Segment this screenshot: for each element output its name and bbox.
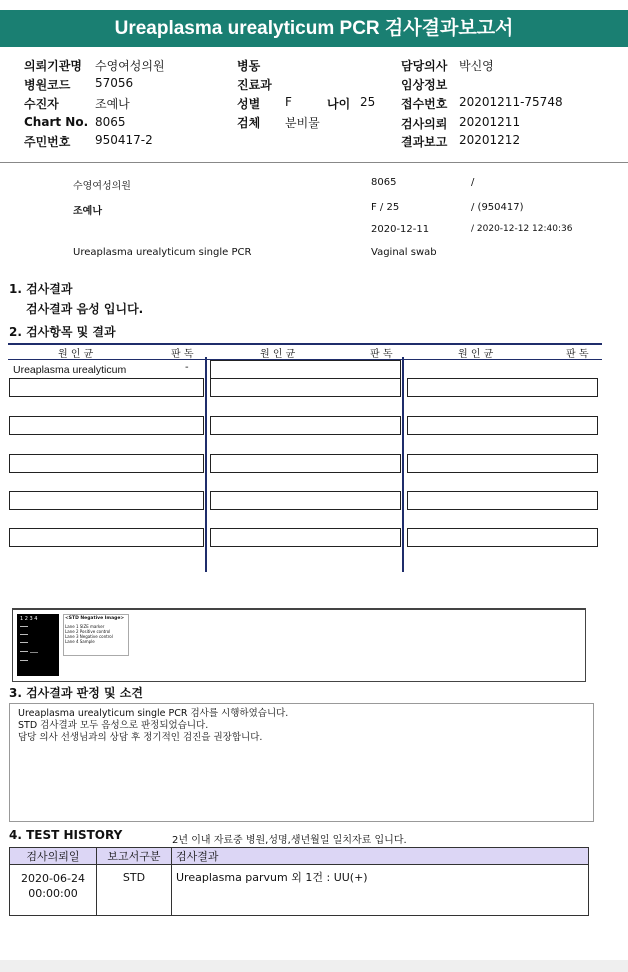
result-box: [407, 378, 598, 397]
row1-pathogen: Ureaplasma urealyticum: [13, 364, 127, 376]
history-col-type: 보고서구분: [97, 848, 172, 865]
received-name: 조예나: [73, 206, 102, 217]
gel-legend: [63, 614, 129, 656]
label-receipt-no: 접수번호: [401, 97, 448, 111]
received-slash: /: [471, 177, 475, 188]
gel-legend-line: Lane 2 Positive control: [65, 629, 111, 634]
col-judgement-2: 판 독: [370, 349, 393, 360]
column-divider: [205, 357, 207, 572]
label-specimen: 검체: [237, 116, 261, 130]
received-sex-age: F / 25: [371, 202, 400, 213]
header-divider: [0, 162, 628, 163]
gel-image-panel: [12, 608, 586, 682]
section1-title: 1. 검사결과: [9, 282, 73, 296]
label-ward: 병동: [237, 59, 261, 73]
received-resident: / (950417): [471, 202, 524, 213]
value-age: 25: [360, 95, 376, 109]
result-box: [210, 360, 401, 379]
history-date: 2020-06-24: [21, 872, 85, 885]
history-result: Ureaplasma parvum 외 1건 : UU(+): [172, 865, 589, 916]
received-chart: 8065: [371, 177, 397, 188]
gel-image: [17, 614, 59, 676]
history-date-cell: [10, 865, 97, 916]
label-clinical-info: 임상정보: [401, 78, 448, 92]
section4-title: 4. TEST HISTORY: [9, 828, 123, 842]
section2-title: 2. 검사항목 및 결과: [9, 325, 116, 339]
result-box: [407, 528, 598, 547]
result-box: [210, 378, 401, 397]
gel-lane-numbers: 1 2 3 4: [20, 616, 38, 622]
section3-title: 3. 검사결과 판정 및 소견: [9, 686, 143, 700]
value-receipt-no: 20201211-75748: [459, 95, 563, 109]
result-box: [210, 528, 401, 547]
received-institution: 수영여성의원: [73, 181, 131, 192]
value-report-date: 20201212: [459, 133, 521, 147]
gel-legend-line: Lane 4 Sample: [65, 639, 95, 644]
label-sex: 성별: [237, 97, 261, 111]
value-resident-no: 950417-2: [95, 133, 153, 147]
opinion-box: [9, 703, 594, 822]
value-doctor: 박신영: [459, 59, 494, 73]
value-sex: F: [285, 95, 292, 109]
col-judgement-3: 판 독: [566, 349, 589, 360]
result-box: [210, 416, 401, 435]
history-time: 00:00:00: [28, 887, 78, 900]
opinion-line: 담당 의사 선생님과의 상담 후 정기적인 검진을 권장합니다.: [18, 732, 263, 743]
history-note: 2년 이내 자료중 병원,성명,생년월일 일치자료 입니다.: [172, 835, 407, 846]
column-divider: [402, 357, 404, 572]
value-chart-no: 8065: [95, 115, 126, 129]
result-box: [9, 378, 204, 397]
opinion-line: STD 검사결과 모두 음성으로 판정되었습니다.: [18, 720, 209, 731]
col-judgement-1: 판 독: [171, 349, 194, 360]
label-collector: 수진자: [24, 97, 59, 111]
result-box: [407, 416, 598, 435]
history-header-row: [10, 848, 589, 865]
value-request-date: 20201211: [459, 115, 521, 129]
value-institution: 수영여성의원: [95, 59, 165, 73]
history-col-result: 검사결과: [172, 848, 589, 865]
label-request-date: 검사의뢰: [401, 117, 448, 131]
gel-legend-line: Lane 3 Negative control: [65, 634, 113, 639]
result-box: [407, 454, 598, 473]
gel-legend-title: <STD Negative Image>: [65, 616, 125, 621]
history-type: STD: [97, 865, 172, 916]
result-box: [9, 454, 204, 473]
gel-legend-line: Lane 1 SIZE marker: [65, 624, 105, 629]
label-resident-no: 주민번호: [24, 135, 71, 149]
received-sample: Vaginal swab: [371, 247, 437, 258]
label-department: 진료과: [237, 78, 272, 92]
value-hospital-code: 57056: [95, 76, 134, 90]
result-box: [9, 416, 204, 435]
received-datetime: / 2020-12-12 12:40:36: [471, 224, 573, 234]
results-table-header: [8, 343, 602, 360]
result-box: [407, 491, 598, 510]
value-specimen: 분비물: [285, 116, 320, 130]
result-box: [210, 454, 401, 473]
section1-result: 검사결과 음성 입니다.: [26, 302, 144, 316]
value-collector: 조예나: [95, 97, 130, 111]
label-chart-no: Chart No.: [24, 115, 89, 129]
history-table: [9, 847, 589, 916]
label-age: 나이: [327, 97, 351, 111]
label-hospital-code: 병원코드: [24, 78, 71, 92]
label-doctor: 담당의사: [401, 59, 448, 73]
received-date: 2020-12-11: [371, 224, 430, 235]
history-col-date: 검사의뢰일: [10, 848, 97, 865]
table-row: [10, 865, 589, 916]
col-pathogen-1: 원 인 균: [58, 349, 94, 360]
result-box: [9, 528, 204, 547]
opinion-line: Ureaplasma urealyticum single PCR 검사를 시행하였습니다.: [18, 708, 289, 719]
result-box: [9, 491, 204, 510]
report-title: Ureaplasma urealyticum PCR 검사결과보고서: [0, 10, 628, 47]
label-institution: 의뢰기관명: [24, 59, 82, 73]
col-pathogen-3: 원 인 균: [458, 349, 494, 360]
col-pathogen-2: 원 인 균: [260, 349, 296, 360]
received-test: Ureaplasma urealyticum single PCR: [73, 247, 252, 258]
row1-result: -: [185, 362, 189, 373]
result-box: [210, 491, 401, 510]
label-report-date: 결과보고: [401, 135, 448, 149]
